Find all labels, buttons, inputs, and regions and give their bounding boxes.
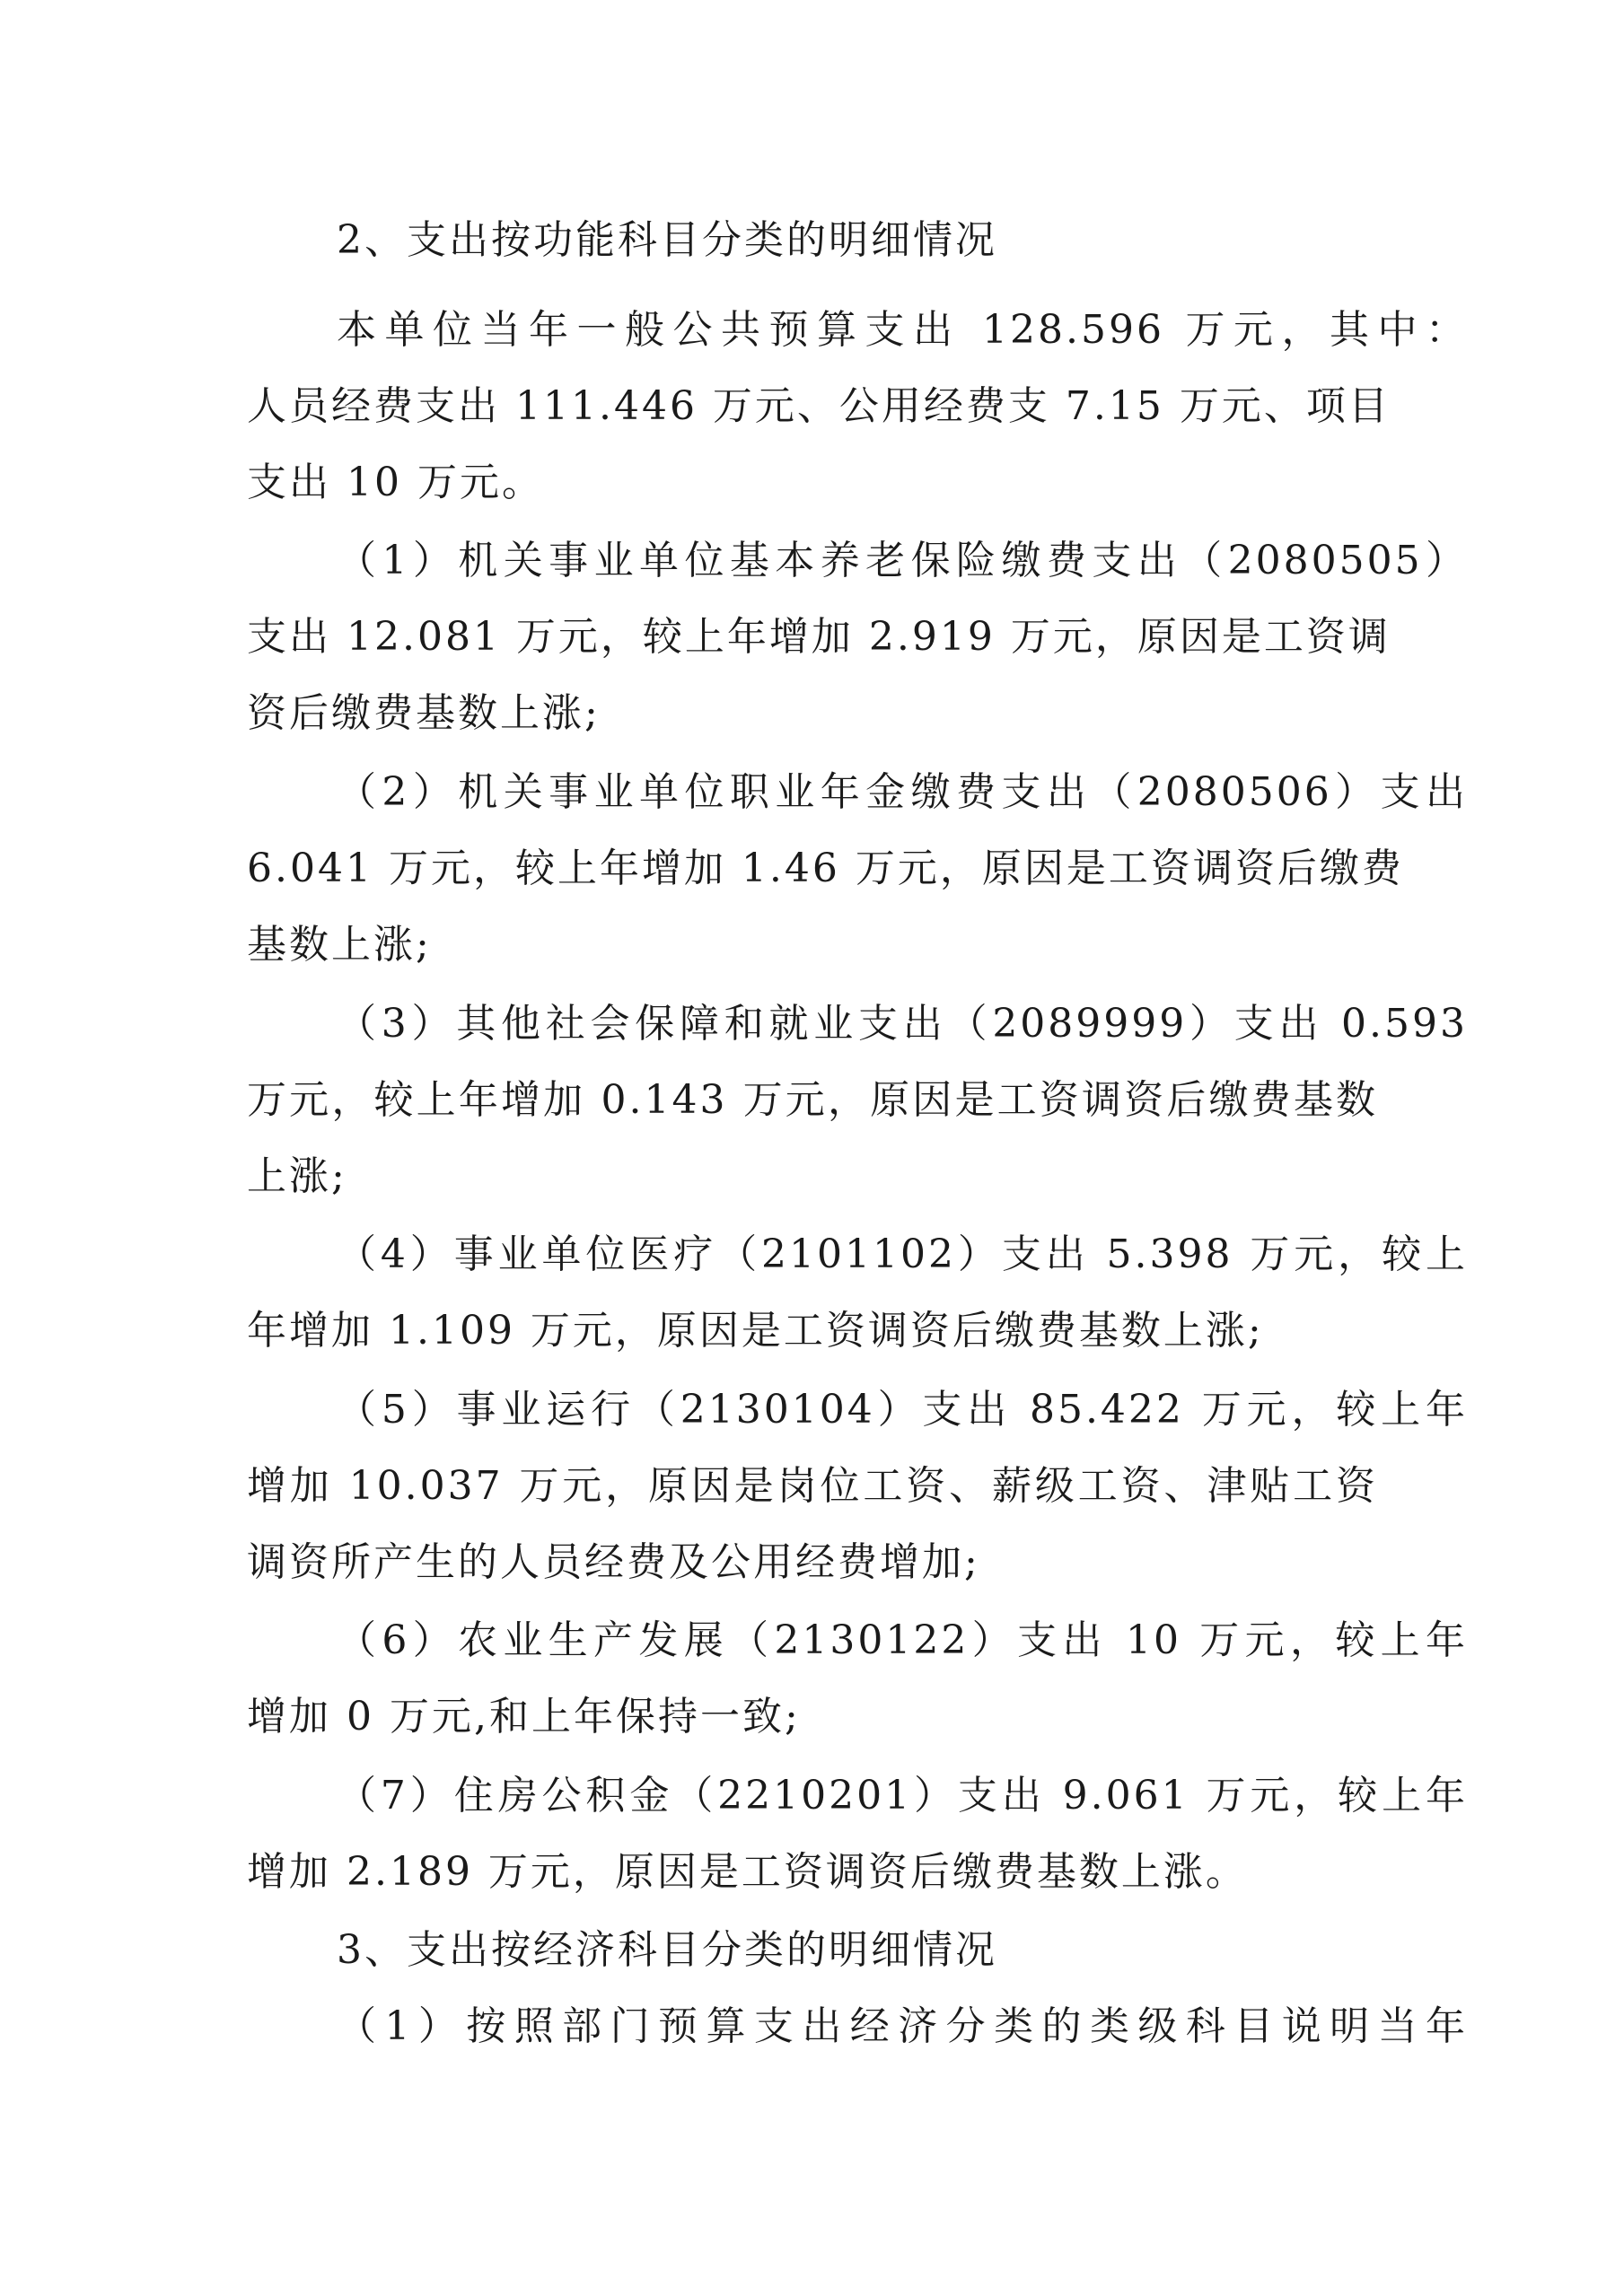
list-item-line: 调资所产生的人员经费及公用经费增加; [247,1539,980,1585]
list-item-line: 增加 2.189 万元，原因是工资调资后缴费基数上涨。 [247,1849,1248,1895]
list-item-line: 年增加 1.109 万元，原因是工资调资后缴费基数上涨; [247,1308,1264,1354]
list-item-line: （1）机关事业单位基本养老保险缴费支出（2080505） [337,538,1468,583]
list-item-line: （7）住房公积金（2210201）支出 9.061 万元，较上年 [337,1773,1468,1818]
list-item-line: （3）其他社会保障和就业支出（2089999）支出 0.593 [337,1001,1468,1047]
list-item-line: 增加 0 万元,和上年保持一致; [247,1694,801,1740]
list-item-line: 上涨; [247,1153,347,1199]
list-item-line: （2）机关事业单位职业年金缴费支出（2080506）支出 [337,769,1468,815]
list-item-line: （5）事业运行（2130104）支出 85.422 万元，较上年 [337,1387,1468,1433]
paragraph-line: 本单位当年一般公共预算支出 128.596 万元，其中： [337,307,1468,353]
paragraph-line: 支出 10 万元。 [247,460,544,505]
list-item-line: 基数上涨; [247,922,432,968]
section-heading-functional: 2、支出按功能科目分类的明细情况 [337,217,997,263]
list-item-line: 增加 10.037 万元，原因是岗位工资、薪级工资、津贴工资 [247,1463,1378,1509]
list-item-line: （1）按照部门预算支出经济分类的类级科目说明当年 [337,2003,1468,2049]
paragraph-line: 人员经费支出 111.446 万元、公用经费支 7.15 万元、项目 [247,383,1391,429]
list-item-line: 万元，较上年增加 0.143 万元，原因是工资调资后缴费基数 [247,1077,1378,1123]
list-item-line: 支出 12.081 万元，较上年增加 2.919 万元，原因是工资调 [247,614,1391,660]
list-item-line: 资后缴费基数上涨; [247,690,601,736]
list-item-line: （4）事业单位医疗（2101102）支出 5.398 万元，较上 [337,1231,1468,1277]
list-item-line: 6.041 万元，较上年增加 1.46 万元，原因是工资调资后缴费 [247,846,1404,891]
section-heading-economic: 3、支出按经济科目分类的明细情况 [337,1927,997,1973]
list-item-line: （6）农业生产发展（2130122）支出 10 万元，较上年 [337,1617,1468,1663]
